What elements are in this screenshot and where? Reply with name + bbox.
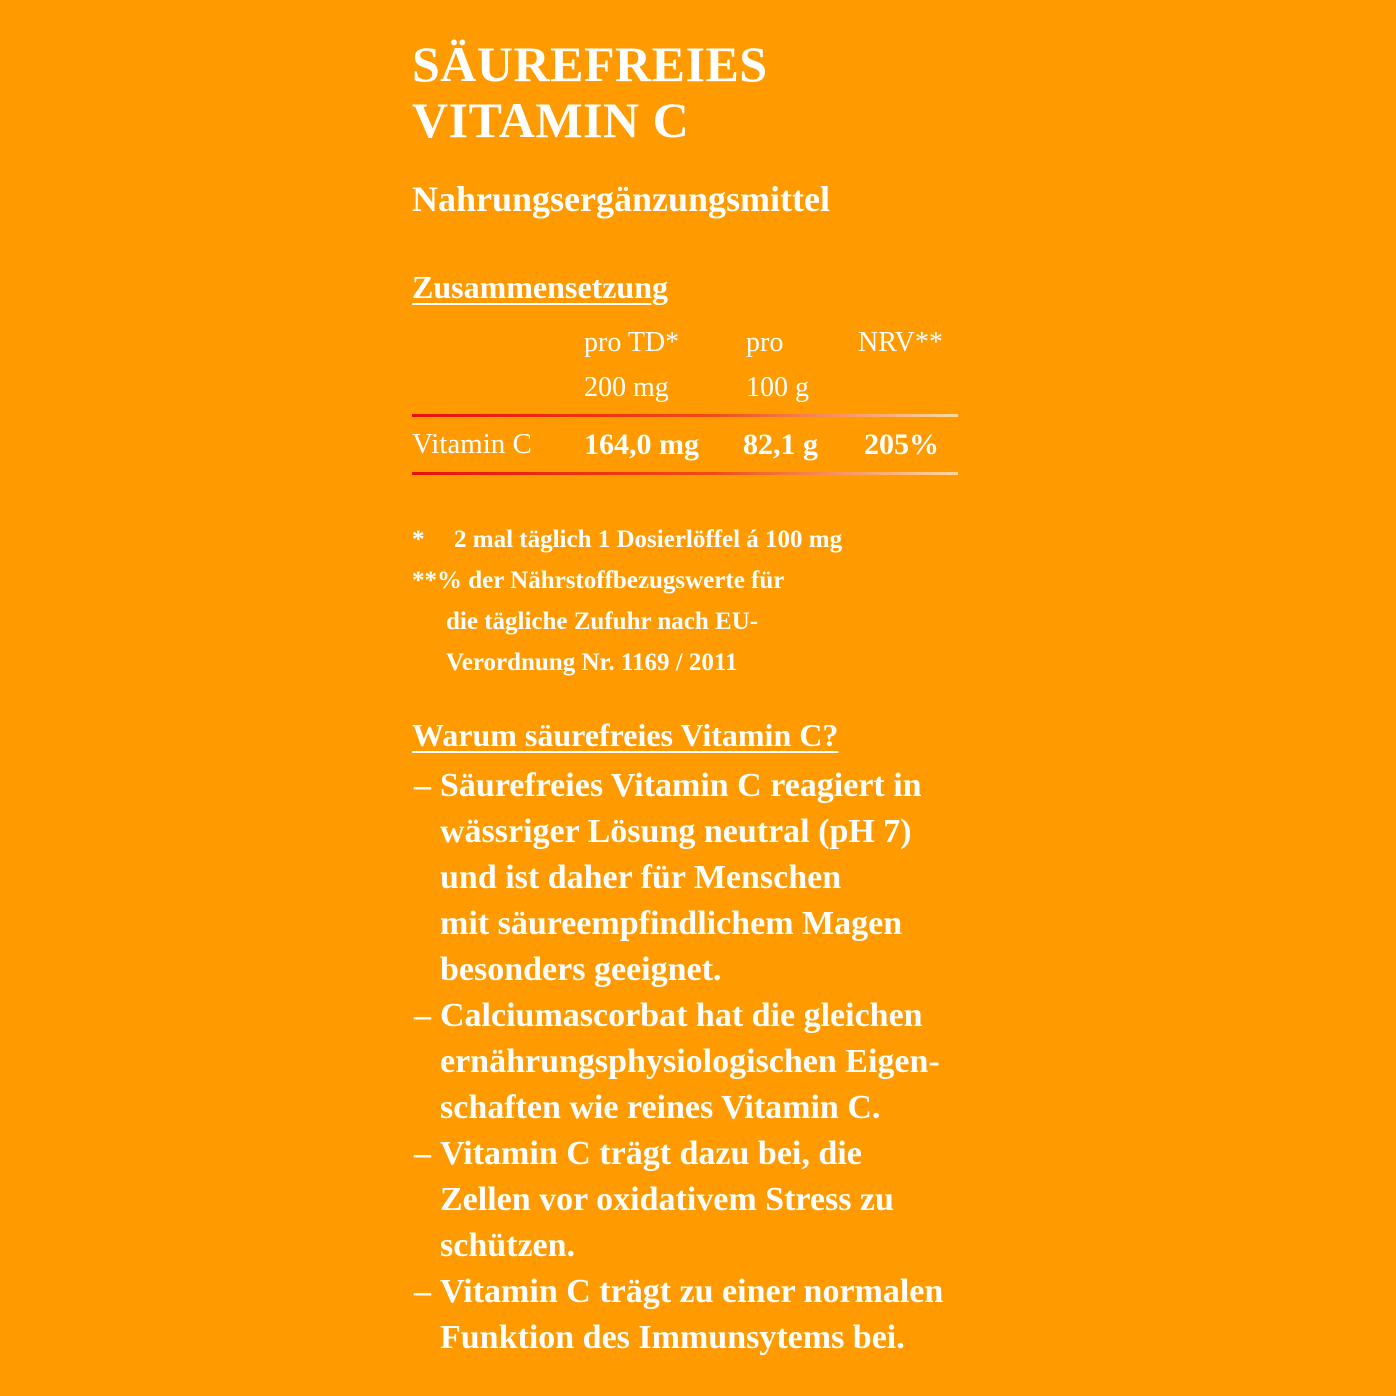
column-header-per-100g-line-1: pro bbox=[746, 327, 784, 358]
list-item-text: Vitamin C trägt dazu bei, die Zellen vor oxidativem Stress zu schützen. bbox=[440, 1135, 894, 1264]
column-header-per-td-line-2: 200 mg bbox=[584, 372, 669, 403]
footnote-nrv-line-2-text: die tägliche Zufuhr nach EU- bbox=[446, 608, 759, 635]
column-header-per-100g bbox=[746, 320, 809, 410]
bullet-dash: – bbox=[414, 767, 431, 804]
product-title bbox=[412, 36, 1012, 148]
bullet-dash: – bbox=[414, 997, 431, 1034]
composition-table bbox=[412, 320, 958, 475]
bullet-dash: – bbox=[414, 1135, 431, 1172]
why-heading: Warum säurefreies Vitamin C? bbox=[412, 717, 839, 753]
cell-nrv: 205% bbox=[864, 428, 939, 461]
column-header-per-100g-line-2: 100 g bbox=[746, 372, 809, 403]
product-title-line-1: SÄUREFREIES bbox=[412, 36, 768, 92]
table-bottom-rule bbox=[412, 472, 958, 475]
bullet-dash: – bbox=[414, 1273, 431, 1310]
product-info-panel bbox=[412, 36, 1012, 1361]
footnote-nrv-line-2 bbox=[412, 601, 1012, 642]
column-header-per-td-line-1: pro TD* bbox=[584, 327, 680, 358]
list-item-text: Vitamin C trägt zu einer normalen Funktion des Immunsytems bei. bbox=[440, 1273, 944, 1356]
composition-heading: Zusammensetzung bbox=[412, 269, 669, 305]
footnote-asterisk: * bbox=[412, 526, 425, 553]
product-title-line-2: VITAMIN C bbox=[412, 92, 690, 148]
footnote-daily-dose bbox=[412, 519, 1012, 560]
footnote-nrv-line-3 bbox=[412, 642, 1012, 683]
footnote-nrv-line-3-text: Verordnung Nr. 1169 / 2011 bbox=[446, 649, 738, 676]
column-header-per-td bbox=[584, 320, 679, 410]
list-item-text: Calciumascorbat hat die gleichen ernährungsphysiologischen Eigen- schaften wie reines Vitamin C. bbox=[440, 997, 940, 1126]
footnote-nrv-line-1: **% der Nährstoffbezugswerte für bbox=[412, 567, 785, 594]
column-header-nrv bbox=[858, 320, 943, 365]
list-item bbox=[412, 993, 1012, 1131]
list-item-text: Säurefreies Vitamin C reagiert in wässriger Lösung neutral (pH 7) und ist daher für Menschen mit säureempfindlichem Magen besonders geeignet. bbox=[440, 767, 922, 988]
list-item bbox=[412, 763, 1012, 993]
footnote-daily-dose-text: 2 mal täglich 1 Dosierlöffel á 100 mg bbox=[454, 526, 843, 553]
product-category: Nahrungsergänzungsmittel bbox=[412, 179, 831, 219]
table-row bbox=[412, 417, 958, 472]
list-item bbox=[412, 1269, 1012, 1361]
list-item bbox=[412, 1131, 1012, 1269]
benefits-list bbox=[412, 763, 1012, 1361]
cell-per-100g: 82,1 g bbox=[743, 428, 818, 461]
composition-table-header bbox=[412, 320, 958, 414]
row-label-vitamin-c: Vitamin C bbox=[412, 428, 532, 460]
column-header-nrv-line-1: NRV** bbox=[858, 327, 943, 358]
footnotes bbox=[412, 519, 1012, 683]
cell-per-td: 164,0 mg bbox=[584, 428, 699, 461]
